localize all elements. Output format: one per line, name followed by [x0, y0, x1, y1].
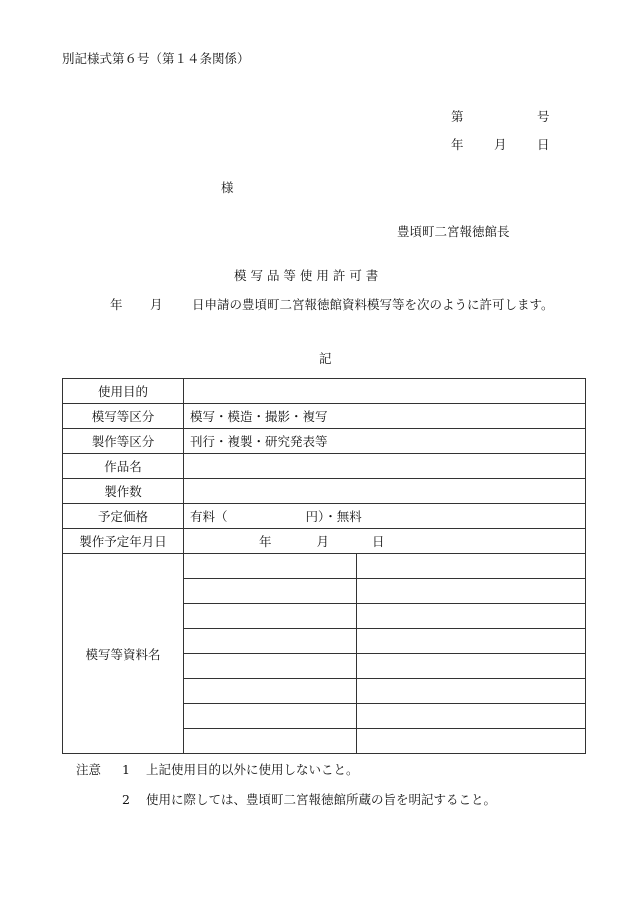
price-value: [184, 504, 586, 529]
row-work-name: [63, 454, 586, 479]
number-dai: 第: [451, 109, 464, 124]
materials-cell[interactable]: [184, 629, 357, 654]
row-quantity: [63, 479, 586, 504]
row-copy-type: [63, 404, 586, 429]
purpose-label: 使用目的: [63, 379, 184, 404]
copy-type-value: 模写・模造・撮影・複写: [184, 404, 586, 429]
row-production-type: [63, 429, 586, 454]
number-go: 号: [537, 109, 550, 124]
form-id: 別記様式第６号（第１４条関係）: [62, 51, 250, 66]
schedule-year: 年: [259, 534, 272, 549]
materials-cell[interactable]: [357, 554, 586, 579]
materials-cell[interactable]: [184, 704, 357, 729]
date-month: 月: [494, 137, 507, 152]
note-2-text: 使用に際しては、豊頃町二宮報徳館所蔵の旨を明記すること。: [146, 792, 497, 807]
materials-label: 模写等資料名: [63, 554, 184, 754]
materials-cell[interactable]: [357, 704, 586, 729]
materials-cell[interactable]: [184, 679, 357, 704]
materials-cell[interactable]: [357, 604, 586, 629]
body-text: 日申請の豊頃町二宮報徳館資料模写等を次のように許可します。: [192, 297, 554, 312]
price-yen: 円）・無料: [305, 509, 362, 524]
schedule-label: 製作予定年月日: [63, 529, 184, 554]
quantity-field[interactable]: [184, 479, 586, 504]
price-paid: 有料（: [190, 509, 228, 524]
schedule-month: 月: [316, 534, 330, 549]
row-purpose: [63, 379, 586, 404]
purpose-field[interactable]: [184, 379, 586, 404]
permit-table: [62, 378, 586, 754]
price-label: 予定価格: [63, 504, 184, 529]
quantity-label: 製作数: [63, 479, 184, 504]
issuer: 豊頃町二宮報徳館長: [397, 224, 510, 239]
copy-type-label: 模写等区分: [63, 404, 184, 429]
production-type-label: 製作等区分: [63, 429, 184, 454]
note-1-text: 上記使用目的以外に使用しないこと。: [146, 762, 359, 777]
notes-heading: 注意: [76, 762, 102, 777]
materials-cell[interactable]: [357, 654, 586, 679]
materials-cell[interactable]: [184, 604, 357, 629]
materials-cell[interactable]: [357, 679, 586, 704]
ki-heading: 記: [319, 351, 332, 366]
date-year: 年: [451, 137, 464, 152]
schedule-value: [184, 529, 586, 554]
addressee-suffix: 様: [221, 180, 234, 195]
note-1-number: 1: [122, 762, 130, 777]
production-type-value: 刊行・複製・研究発表等: [184, 429, 586, 454]
body-month: 月: [150, 297, 163, 312]
materials-cell[interactable]: [184, 579, 357, 604]
row-materials: [63, 554, 586, 579]
document-title: 模 写 品 等 使 用 許 可 書: [234, 268, 379, 283]
note-2-number: 2: [122, 792, 130, 807]
materials-cell[interactable]: [184, 654, 357, 679]
body-year: 年: [110, 297, 123, 312]
materials-cell[interactable]: [184, 554, 357, 579]
materials-cell[interactable]: [184, 729, 357, 754]
date-day: 日: [537, 137, 550, 152]
work-name-label: 作品名: [63, 454, 184, 479]
work-name-field[interactable]: [184, 454, 586, 479]
row-schedule: [63, 529, 586, 554]
schedule-day: 日: [372, 534, 385, 549]
row-price: [63, 504, 586, 529]
materials-cell[interactable]: [357, 729, 586, 754]
materials-cell[interactable]: [357, 579, 586, 604]
materials-cell[interactable]: [357, 629, 586, 654]
